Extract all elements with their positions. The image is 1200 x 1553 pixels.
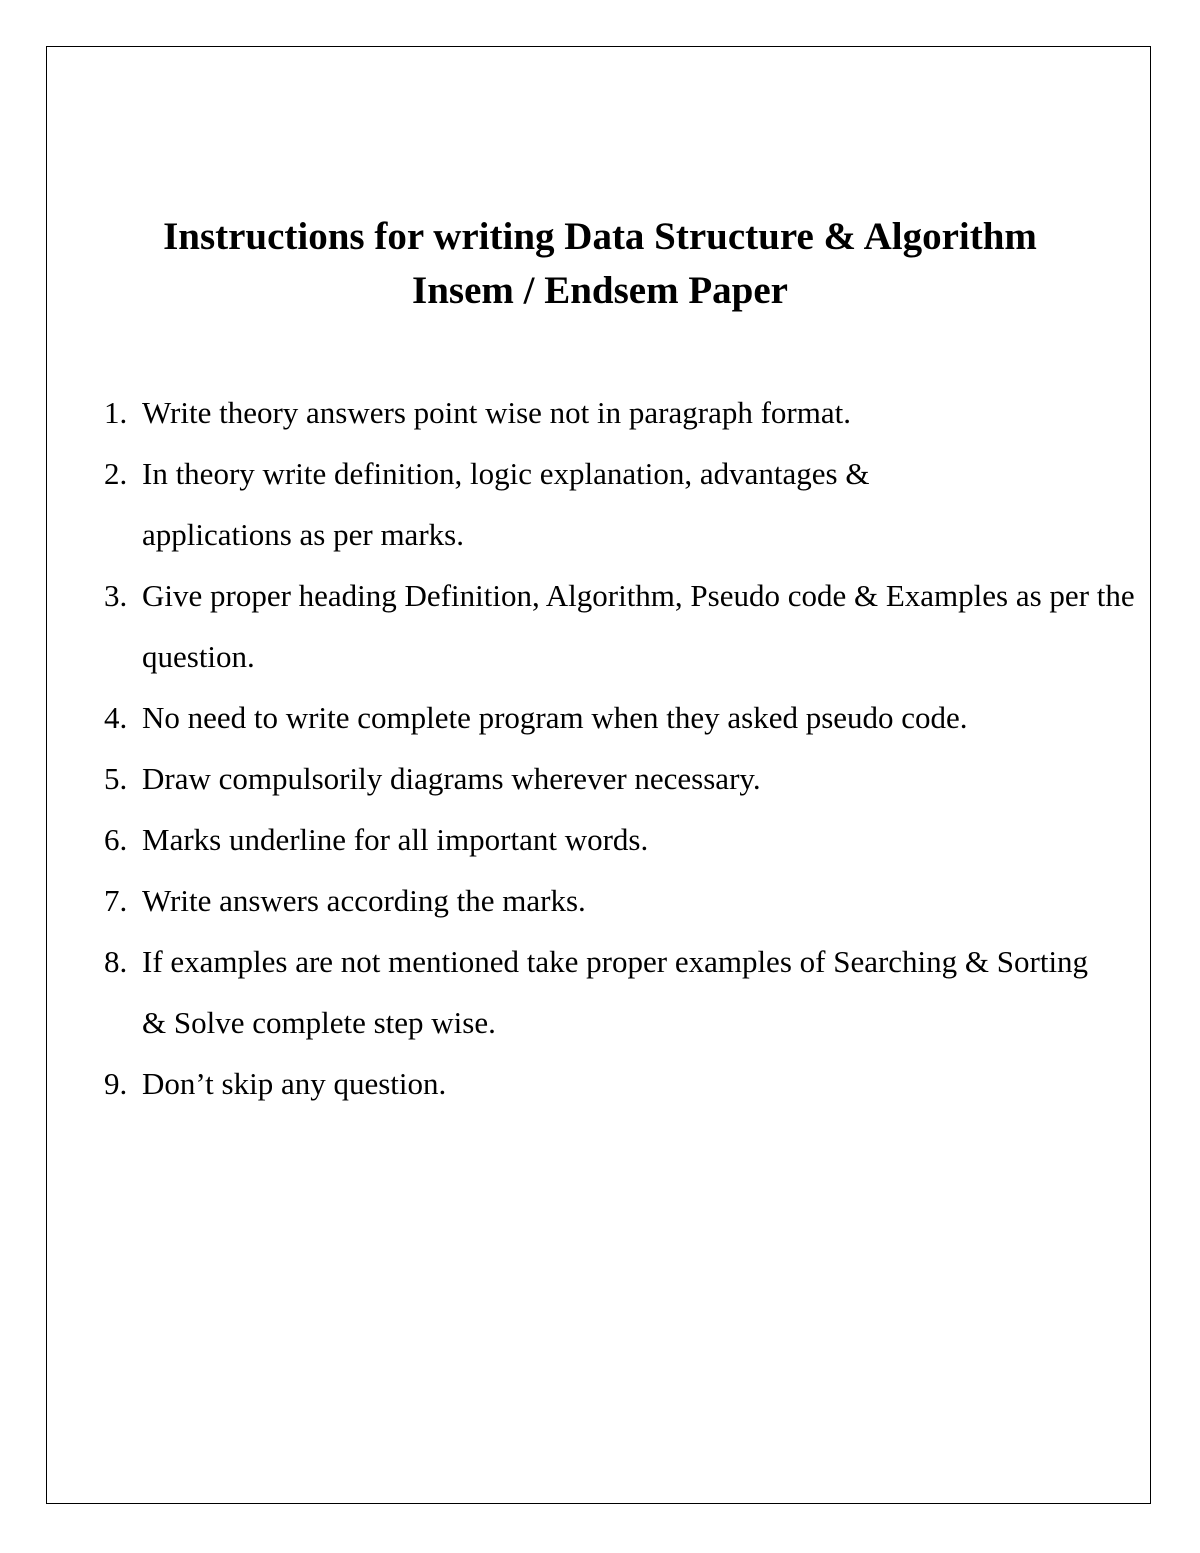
list-item xyxy=(104,382,1144,443)
item-text: Write answers according the marks. xyxy=(142,883,586,918)
item-text: Write theory answers point wise not in paragraph format. xyxy=(142,395,851,430)
list-item xyxy=(104,809,1144,870)
item-number: 9. xyxy=(104,1066,128,1101)
item-number: 4. xyxy=(104,700,128,735)
item-number: 3. xyxy=(104,578,128,613)
list-item xyxy=(104,565,1144,687)
item-text: Don’t skip any question. xyxy=(142,1066,447,1101)
item-text: If examples are not mentioned take proper examples of Searching & Sorting & Solve complete step wise. xyxy=(142,944,1089,1040)
list-item xyxy=(104,931,1144,1053)
list-item xyxy=(104,443,1144,565)
item-number: 2. xyxy=(104,456,128,491)
list-item xyxy=(104,687,1144,748)
item-number: 6. xyxy=(104,822,128,857)
title-line-2: Insem / Endsem Paper xyxy=(412,269,788,312)
instructions-list xyxy=(104,382,1144,1114)
item-number: 7. xyxy=(104,883,128,918)
list-item xyxy=(104,1053,1144,1114)
list-item xyxy=(104,870,1144,931)
title-line-1: Instructions for writing Data Structure & Algorithm xyxy=(163,215,1037,258)
item-text: In theory write definition, logic explanation, advantages & applications as per marks. xyxy=(142,456,870,552)
item-text: Draw compulsorily diagrams wherever necessary. xyxy=(142,761,761,796)
page-title xyxy=(0,210,1200,318)
item-text: No need to write complete program when they asked pseudo code. xyxy=(142,700,968,735)
list-item xyxy=(104,748,1144,809)
item-text: Give proper heading Definition, Algorithm, Pseudo code & Examples as per the question. xyxy=(142,578,1135,674)
item-number: 8. xyxy=(104,944,128,979)
item-number: 1. xyxy=(104,395,128,430)
item-text: Marks underline for all important words. xyxy=(142,822,649,857)
item-number: 5. xyxy=(104,761,128,796)
